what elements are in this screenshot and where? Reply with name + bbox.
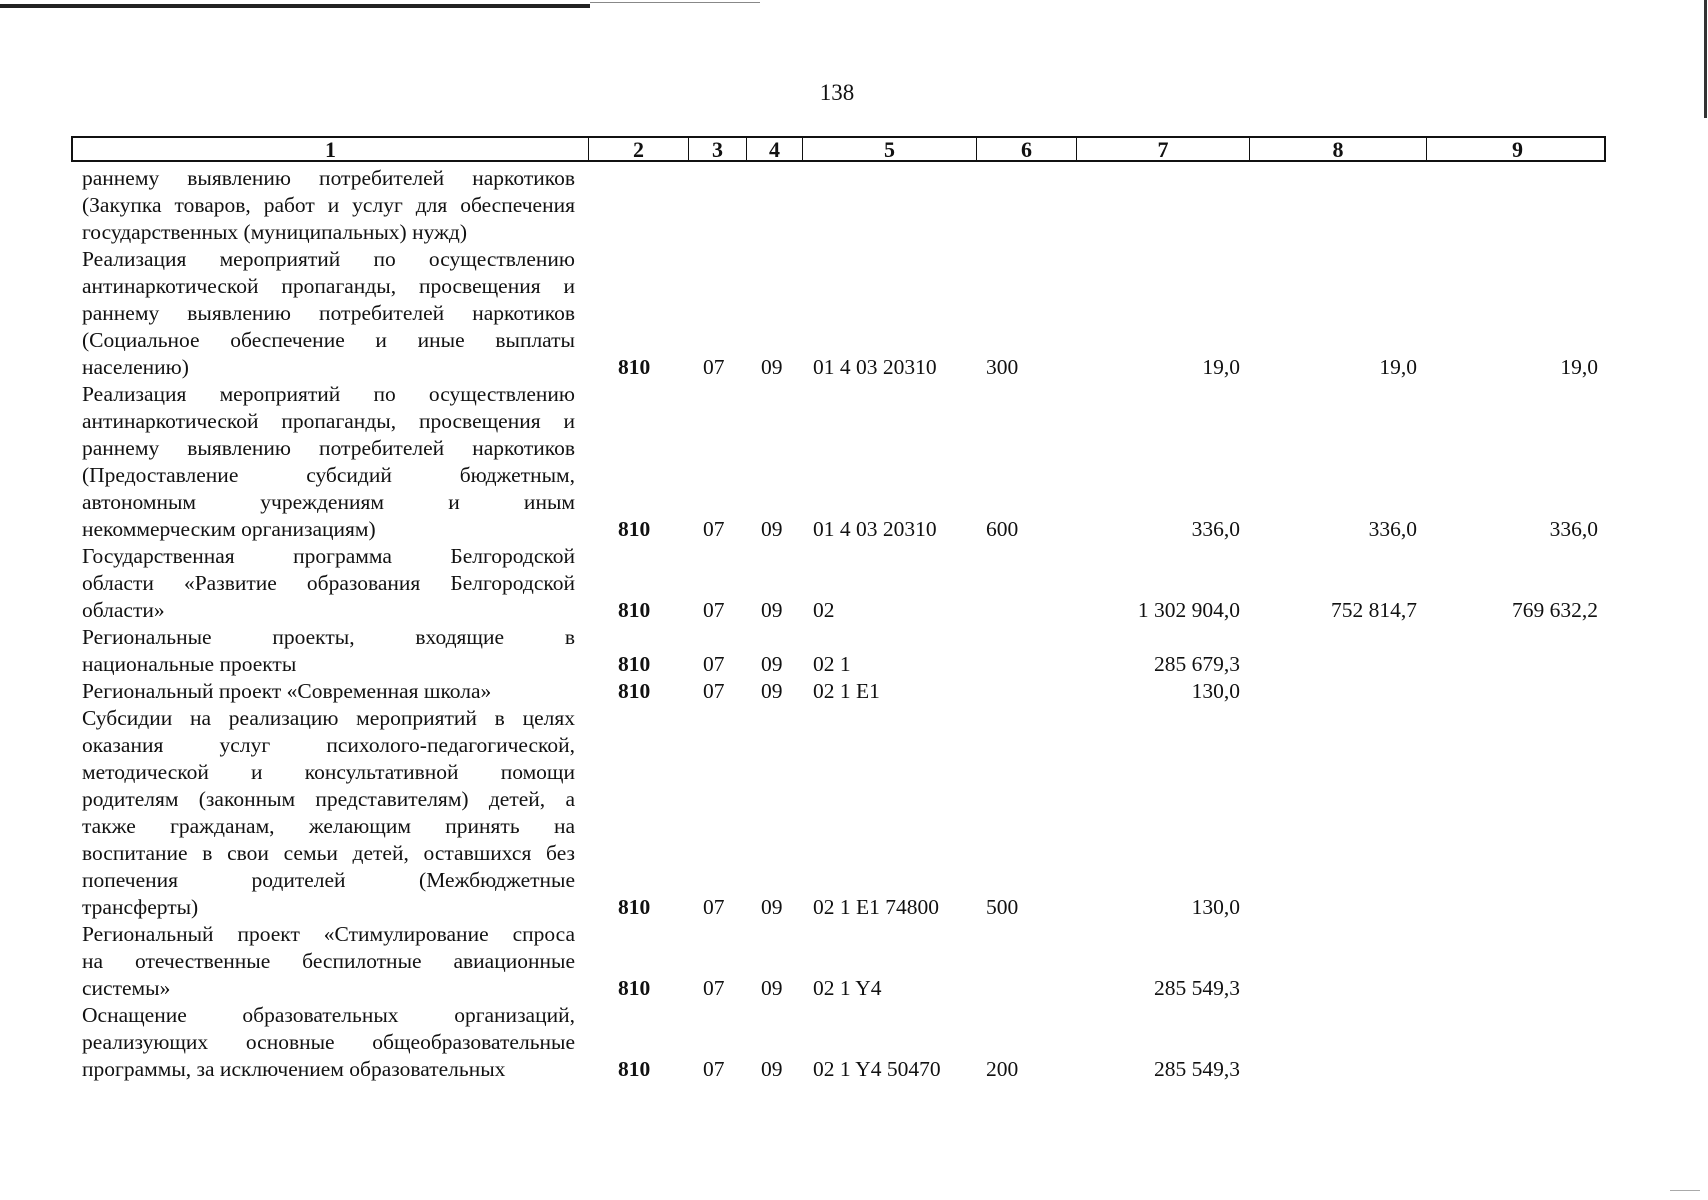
- row-description: [82, 381, 575, 543]
- description-line: трансферты): [82, 895, 199, 919]
- cell-c4: 09: [761, 517, 783, 541]
- description-line: национальные проекты: [82, 652, 297, 676]
- cell-c9: 769 632,2: [1512, 598, 1598, 622]
- description-line: Региональный проект «Стимулирование спроса: [82, 922, 575, 946]
- description-line: автономным учреждениям и иным: [82, 490, 575, 514]
- table-header: [71, 136, 1606, 162]
- cell-c2: 810: [618, 895, 651, 919]
- scan-edge-top: [0, 4, 590, 8]
- cell-c7: 130,0: [1191, 679, 1240, 703]
- cell-c7: 19,0: [1202, 355, 1240, 379]
- description-line: попечения родителей (Межбюджетные: [82, 868, 575, 892]
- description-line: некоммерческим организациям): [82, 517, 376, 541]
- cell-c7: 336,0: [1191, 517, 1240, 541]
- cell-c2: 810: [618, 652, 651, 676]
- description-line: оказания услуг психолого-педагогической,: [82, 733, 575, 757]
- cell-c5: 02 1 Y4 50470: [813, 1057, 941, 1081]
- description-line: также гражданам, желающим принять на: [82, 814, 575, 838]
- description-line: методической и консультативной помощи: [82, 760, 575, 784]
- table-row: [0, 678, 1708, 705]
- cell-c2: 810: [618, 1057, 651, 1081]
- row-description: [82, 1002, 575, 1083]
- description-line: на отечественные беспилотные авиационные: [82, 949, 575, 973]
- description-line: раннему выявлению потребителей наркотиков: [82, 301, 575, 325]
- description-line: Региональный проект «Современная школа»: [82, 679, 492, 703]
- description-line: антинаркотической пропаганды, просвещения и: [82, 274, 575, 298]
- row-description: [82, 678, 575, 705]
- cell-c3: 07: [703, 598, 725, 622]
- cell-c4: 09: [761, 652, 783, 676]
- description-line: Субсидии на реализацию мероприятий в целях: [82, 706, 575, 730]
- table-row: [0, 381, 1708, 543]
- cell-c8: 752 814,7: [1331, 598, 1417, 622]
- header-col-1: 1: [73, 138, 589, 160]
- cell-c3: 07: [703, 652, 725, 676]
- description-line: реализующих основные общеобразовательные: [82, 1030, 575, 1054]
- description-line: Оснащение образовательных организаций,: [82, 1003, 575, 1027]
- row-description: [82, 543, 575, 624]
- cell-c5: 02 1 Е1: [813, 679, 880, 703]
- row-description: [82, 246, 575, 381]
- description-line: Реализация мероприятий по осуществлению: [82, 382, 575, 406]
- scan-edge-top-faint: [590, 2, 760, 3]
- cell-c3: 07: [703, 517, 725, 541]
- cell-c7: 1 302 904,0: [1137, 598, 1240, 622]
- cell-c4: 09: [761, 976, 783, 1000]
- cell-c7: 130,0: [1191, 895, 1240, 919]
- cell-c4: 09: [761, 1057, 783, 1081]
- cell-c9: 336,0: [1549, 517, 1598, 541]
- cell-c6: 600: [986, 517, 1019, 541]
- cell-c9: 19,0: [1560, 355, 1598, 379]
- cell-c7: 285 549,3: [1154, 976, 1240, 1000]
- description-line: программы, за исключением образовательных: [82, 1057, 506, 1081]
- cell-c3: 07: [703, 355, 725, 379]
- table-row: [0, 1002, 1708, 1083]
- cell-c2: 810: [618, 598, 651, 622]
- cell-c7: 285 679,3: [1154, 652, 1240, 676]
- header-col-6: 6: [977, 138, 1077, 160]
- cell-c4: 09: [761, 895, 783, 919]
- description-line: родителям (законным представителям) детей, а: [82, 787, 575, 811]
- cell-c6: 300: [986, 355, 1019, 379]
- cell-c8: 19,0: [1379, 355, 1417, 379]
- description-line: системы»: [82, 976, 171, 1000]
- header-col-3: 3: [689, 138, 747, 160]
- header-col-4: 4: [747, 138, 803, 160]
- cell-c3: 07: [703, 895, 725, 919]
- description-line: области «Развитие образования Белгородской: [82, 571, 575, 595]
- cell-c8: 336,0: [1368, 517, 1417, 541]
- cell-c5: 02 1 Y4: [813, 976, 882, 1000]
- cell-c5: 01 4 03 20310: [813, 355, 937, 379]
- description-line: (Закупка товаров, работ и услуг для обеспечения: [82, 193, 575, 217]
- row-description: [82, 921, 575, 1002]
- description-line: Государственная программа Белгородской: [82, 544, 575, 568]
- cell-c4: 09: [761, 679, 783, 703]
- description-line: антинаркотической пропаганды, просвещения и: [82, 409, 575, 433]
- cell-c6: 500: [986, 895, 1019, 919]
- header-col-7: 7: [1077, 138, 1250, 160]
- header-col-5: 5: [803, 138, 977, 160]
- description-line: Реализация мероприятий по осуществлению: [82, 247, 575, 271]
- table-row: [0, 543, 1708, 624]
- table-row: [0, 921, 1708, 1002]
- cell-c6: 200: [986, 1057, 1019, 1081]
- cell-c2: 810: [618, 679, 651, 703]
- description-line: раннему выявлению потребителей наркотиков: [82, 166, 575, 190]
- header-col-9: 9: [1512, 137, 1523, 162]
- description-line: Региональные проекты, входящие в: [82, 625, 575, 649]
- cell-c5: 02 1: [813, 652, 851, 676]
- table-row: [0, 165, 1708, 246]
- header-col-8: 8: [1250, 138, 1427, 160]
- table-row: [0, 705, 1708, 921]
- description-line: (Предоставление субсидий бюджетным,: [82, 463, 575, 487]
- scan-edge-right: [1704, 0, 1707, 118]
- description-line: (Социальное обеспечение и иные выплаты: [82, 328, 575, 352]
- cell-c5: 02 1 Е1 74800: [813, 895, 940, 919]
- description-line: населению): [82, 355, 189, 379]
- row-description: [82, 705, 575, 921]
- cell-c4: 09: [761, 355, 783, 379]
- description-line: воспитание в свои семьи детей, оставшихся без: [82, 841, 575, 865]
- page-number: 138: [819, 80, 855, 105]
- cell-c2: 810: [618, 517, 651, 541]
- cell-c2: 810: [618, 355, 651, 379]
- cell-c4: 09: [761, 598, 783, 622]
- description-line: государственных (муниципальных) нужд): [82, 220, 468, 244]
- description-line: раннему выявлению потребителей наркотиков: [82, 436, 575, 460]
- row-description: [82, 624, 575, 678]
- cell-c3: 07: [703, 1057, 725, 1081]
- cell-c2: 810: [618, 976, 651, 1000]
- row-description: [82, 165, 575, 246]
- cell-c5: 01 4 03 20310: [813, 517, 937, 541]
- cell-c7: 285 549,3: [1154, 1057, 1240, 1081]
- table-row: [0, 246, 1708, 381]
- cell-c3: 07: [703, 679, 725, 703]
- table-row: [0, 624, 1708, 678]
- cell-c3: 07: [703, 976, 725, 1000]
- header-col-2: 2: [589, 138, 689, 160]
- cell-c5: 02: [813, 598, 835, 622]
- description-line: области»: [82, 598, 165, 622]
- scan-mark: [1670, 1190, 1700, 1191]
